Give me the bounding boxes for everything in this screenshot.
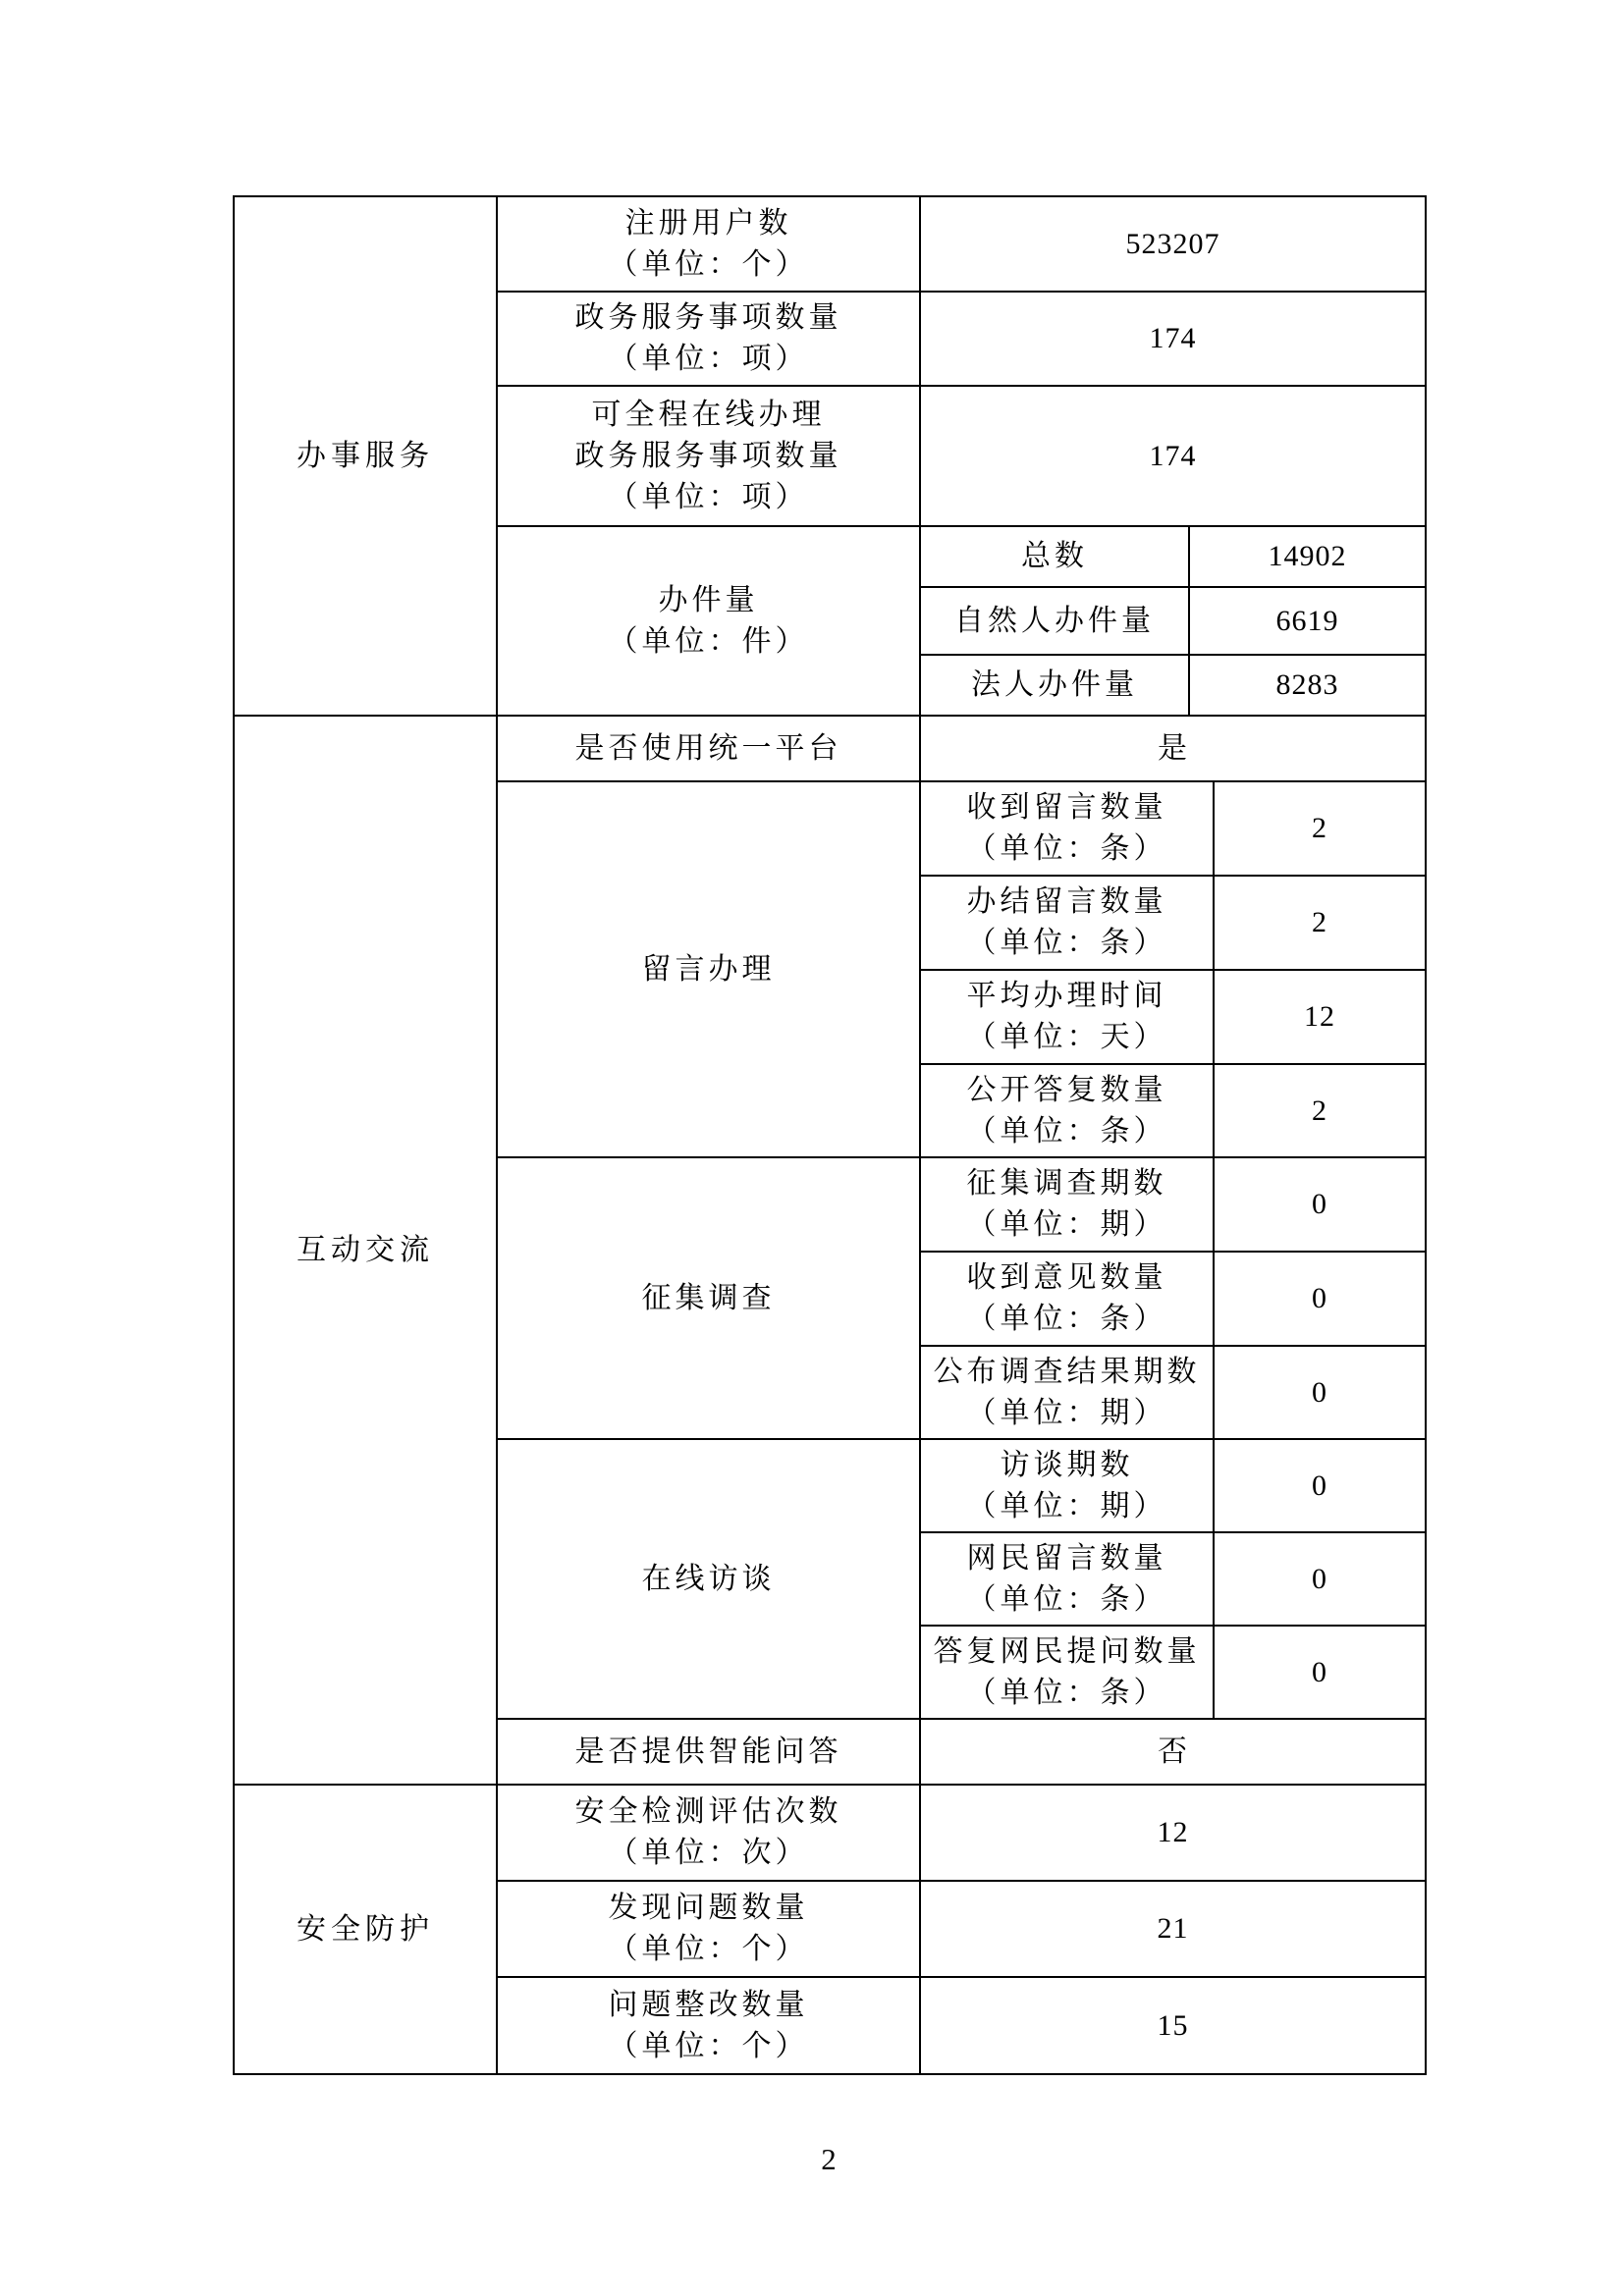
metric-label: 问题整改数量 （单位：个） (497, 1977, 920, 2074)
group-label-survey: 征集调查 (497, 1157, 920, 1439)
metric-label: 安全检测评估次数 （单位：次） (497, 1785, 920, 1881)
submetric-value: 0 (1214, 1532, 1426, 1626)
submetric-value: 2 (1214, 1064, 1426, 1157)
submetric-label: 答复网民提问数量 （单位：条） (920, 1626, 1214, 1719)
metric-value: 21 (920, 1881, 1426, 1977)
submetric-label: 收到意见数量 （单位：条） (920, 1252, 1214, 1346)
metric-label: 发现问题数量 （单位：个） (497, 1881, 920, 1977)
submetric-label: 平均办理时间 （单位：天） (920, 970, 1214, 1064)
metric-value: 12 (920, 1785, 1426, 1881)
group-label-online-interview: 在线访谈 (497, 1439, 920, 1719)
category-cell-security: 安全防护 (234, 1785, 497, 2074)
metric-value: 否 (920, 1719, 1426, 1785)
metric-value: 174 (920, 386, 1426, 526)
submetric-label: 法人办件量 (920, 655, 1189, 716)
metric-value: 15 (920, 1977, 1426, 2074)
submetric-value: 12 (1214, 970, 1426, 1064)
group-label-caseload: 办件量 （单位：件） (497, 526, 920, 716)
submetric-label: 收到留言数量 （单位：条） (920, 781, 1214, 876)
submetric-value: 0 (1214, 1157, 1426, 1252)
report-table (233, 195, 1427, 2075)
group-label-message-handling: 留言办理 (497, 781, 920, 1157)
submetric-label: 公开答复数量 （单位：条） (920, 1064, 1214, 1157)
submetric-value: 0 (1214, 1252, 1426, 1346)
metric-label: 是否提供智能问答 (497, 1719, 920, 1785)
category-cell-interaction: 互动交流 (234, 716, 497, 1785)
submetric-label: 公布调查结果期数 （单位：期） (920, 1346, 1214, 1439)
submetric-label: 自然人办件量 (920, 587, 1189, 655)
submetric-label: 征集调查期数 （单位：期） (920, 1157, 1214, 1252)
submetric-value: 2 (1214, 781, 1426, 876)
page-number: 2 (821, 2142, 837, 2176)
submetric-label: 访谈期数 （单位：期） (920, 1439, 1214, 1532)
submetric-value: 0 (1214, 1346, 1426, 1439)
metric-label: 注册用户数 （单位：个） (497, 196, 920, 292)
metric-label: 政务服务事项数量 （单位：项） (497, 292, 920, 386)
submetric-value: 0 (1214, 1439, 1426, 1532)
submetric-value: 6619 (1189, 587, 1426, 655)
submetric-label: 总数 (920, 526, 1189, 587)
submetric-value: 0 (1214, 1626, 1426, 1719)
metric-value: 174 (920, 292, 1426, 386)
category-cell-office-services: 办事服务 (234, 196, 497, 716)
submetric-value: 8283 (1189, 655, 1426, 716)
submetric-label: 网民留言数量 （单位：条） (920, 1532, 1214, 1626)
submetric-value: 14902 (1189, 526, 1426, 587)
metric-label: 可全程在线办理 政务服务事项数量 （单位：项） (497, 386, 920, 526)
submetric-label: 办结留言数量 （单位：条） (920, 876, 1214, 970)
submetric-value: 2 (1214, 876, 1426, 970)
metric-value: 是 (920, 716, 1426, 781)
metric-value: 523207 (920, 196, 1426, 292)
metric-label: 是否使用统一平台 (497, 716, 920, 781)
